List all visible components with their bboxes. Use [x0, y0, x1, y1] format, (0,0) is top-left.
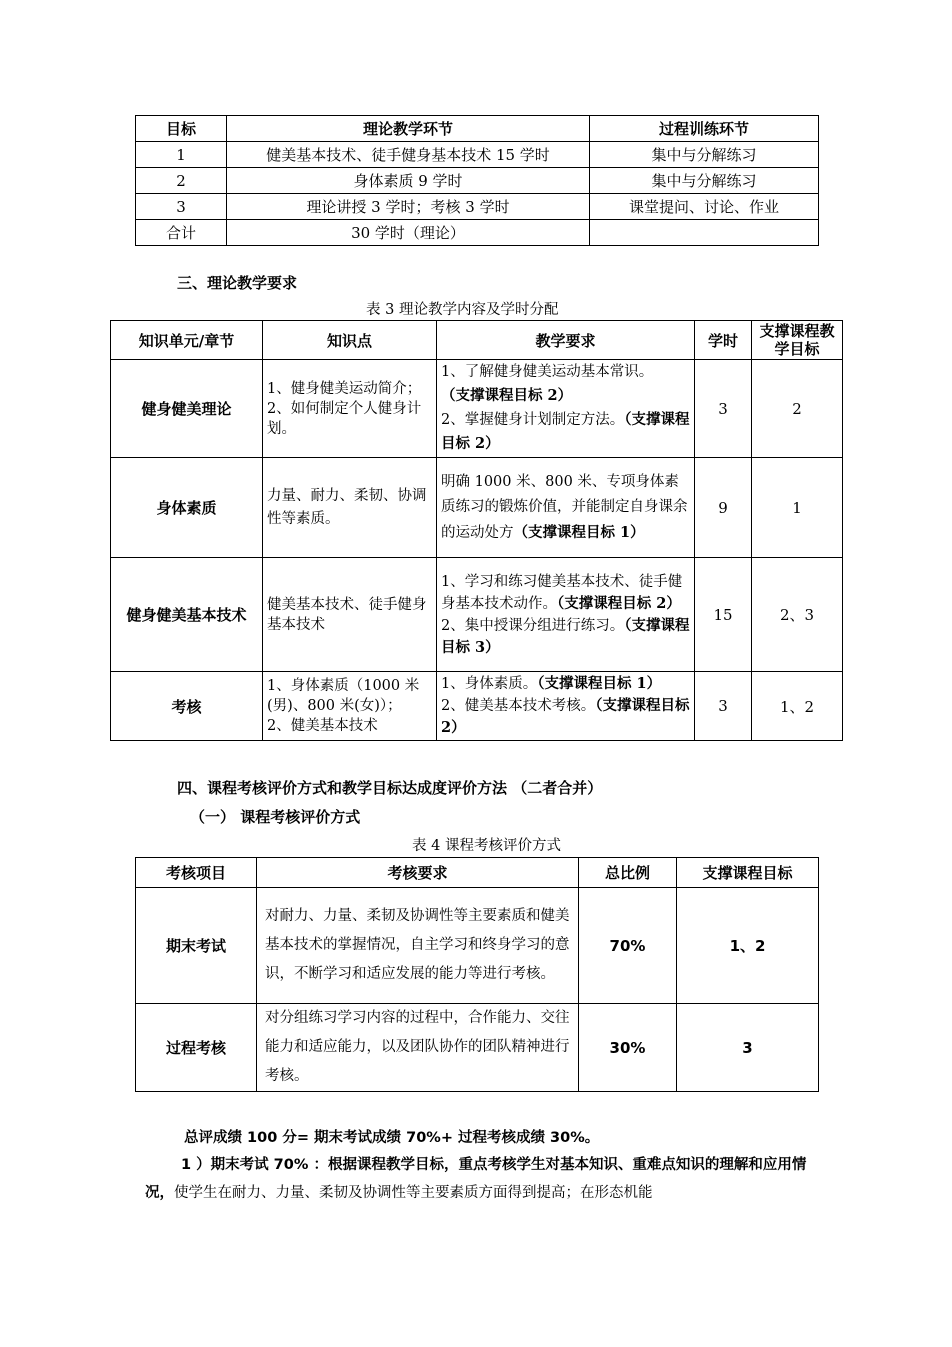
- table-header-row: [136, 116, 819, 142]
- requirement-target: （支撑课程目标 1）: [513, 523, 645, 541]
- unit-cell: 考核: [111, 672, 263, 741]
- requirement-text: 1、学习和练习健美基本技术、徒手健身基本技术动作。: [441, 573, 683, 612]
- table-caption: 表 3 理论教学内容及学时分配: [366, 302, 559, 318]
- table-row: [136, 142, 819, 168]
- table-cell: 集中与分解练习: [590, 142, 819, 168]
- table-row: [111, 558, 843, 672]
- table-cell: 对分组练习学习内容的过程中，合作能力、交往能力和适应能力，以及团队协作的团队精神进行考核。: [257, 1004, 579, 1092]
- exam-paragraph-text: 使学生在耐力、力量、柔韧及协调性等主要素质方面得到提高；在形态机能: [174, 1185, 653, 1201]
- table-cell: 理论讲授 3 学时；考核 3 学时: [227, 194, 590, 220]
- table-cell: 健美基本技术、徒手健身基本技术 15 学时: [227, 142, 590, 168]
- requirement-text: 1、了解健身健美运动基本常识。: [441, 364, 654, 380]
- requirement-target: （支撑课程目标 3）: [441, 616, 690, 656]
- target-cell: 2、3: [752, 558, 843, 672]
- requirement-cell: [437, 672, 695, 741]
- requirement-cell: [437, 458, 695, 558]
- requirement-text: 2、集中授课分组进行练习。: [441, 617, 625, 634]
- table-cell: 70%: [579, 888, 677, 1004]
- table-3: [110, 320, 843, 741]
- table-header-cell: 教学要求: [437, 321, 695, 360]
- table-header-row: [136, 858, 819, 888]
- points-cell: 健美基本技术、徒手健身基本技术: [263, 558, 437, 672]
- table-cell: 身体素质 9 学时: [227, 168, 590, 194]
- points-cell: 1、健身健美运动简介； 2、如何制定个人健身计划。: [263, 360, 437, 458]
- table-cell: 集中与分解练习: [590, 168, 819, 194]
- table-cell: 期末考试: [136, 888, 257, 1004]
- table-cell: [590, 220, 819, 246]
- requirement-target: （支撑课程目标 2）: [441, 697, 690, 736]
- table-row: [111, 360, 843, 458]
- table-header-cell: 理论教学环节: [227, 116, 590, 142]
- table-4: [135, 857, 819, 1092]
- requirement-text: 2、健美基本技术考核。: [441, 698, 596, 714]
- target-cell: 2: [752, 360, 843, 458]
- table-cell: 1: [136, 142, 227, 168]
- table-1: [135, 115, 819, 246]
- table-header-cell: 目标: [136, 116, 227, 142]
- table-row: [136, 220, 819, 246]
- table-row: [111, 672, 843, 741]
- table-cell: 合计: [136, 220, 227, 246]
- requirement-target: （支撑课程目标 1）: [537, 675, 662, 692]
- total-score-line: 总评成绩 100 分= 期末考试成绩 70%+ 过程考核成绩 30%。: [184, 1130, 600, 1146]
- section-heading: 四、课程考核评价方式和教学目标达成度评价方法 （二者合并）: [177, 779, 603, 797]
- unit-cell: 健身健美基本技术: [111, 558, 263, 672]
- target-cell: 1: [752, 458, 843, 558]
- requirement-text: 1、身体素质。: [441, 676, 538, 692]
- hours-cell: 9: [695, 458, 752, 558]
- table-header-cell: 过程训练环节: [590, 116, 819, 142]
- table-header-cell: 学时: [695, 321, 752, 360]
- table-cell: 3: [136, 194, 227, 220]
- table-cell: 30 学时（理论）: [227, 220, 590, 246]
- points-cell: 力量、耐力、柔韧、协调性等素质。: [263, 458, 437, 558]
- table-header-cell: 总比例: [579, 858, 677, 888]
- unit-cell: 健身健美理论: [111, 360, 263, 458]
- hours-cell: 3: [695, 672, 752, 741]
- requirement-cell: [437, 558, 695, 672]
- table-row: [111, 458, 843, 558]
- table-cell: 2: [136, 168, 227, 194]
- target-cell: 1、2: [752, 672, 843, 741]
- table-header-cell: 考核要求: [257, 858, 579, 888]
- table-header-row: [111, 321, 843, 360]
- table-cell: 对耐力、力量、柔韧及协调性等主要素质和健美基本技术的掌握情况，自主学习和终身学习的意识，不断学习和适应发展的能力等进行考核。: [257, 888, 579, 1004]
- table-cell: 过程考核: [136, 1004, 257, 1092]
- table-header-cell: 知识单元/章节: [111, 321, 263, 360]
- table-cell: 30%: [579, 1004, 677, 1092]
- table-row: [136, 888, 819, 1004]
- requirement-target: （支撑课程目标 2）: [441, 411, 690, 452]
- section-heading: 三、理论教学要求: [177, 274, 298, 292]
- table-cell: 课堂提问、讨论、作业: [590, 194, 819, 220]
- table-header-cell: 支撑课程目标: [677, 858, 819, 888]
- exam-paragraph-bold: 1 ）期末考试 70% ：根据课程教学目标，重点考核学生对基本知识、重难点知识的理解和应用情况，: [145, 1157, 807, 1201]
- table-header-cell: 支撑课程教学目标: [752, 321, 843, 360]
- requirement-cell: [437, 360, 695, 458]
- table-header-cell: 考核项目: [136, 858, 257, 888]
- table-row: [136, 1004, 819, 1092]
- table-cell: 1、2: [677, 888, 819, 1004]
- table-row: [136, 168, 819, 194]
- points-cell: 1、身体素质（1000 米(男)、800 米(女)）； 2、健美基本技术: [263, 672, 437, 741]
- table-caption: 表 4 课程考核评价方式: [412, 838, 561, 854]
- requirement-target: （支撑课程目标 2）: [557, 594, 681, 612]
- table-row: [136, 194, 819, 220]
- exam-paragraph: [145, 1151, 825, 1207]
- unit-cell: 身体素质: [111, 458, 263, 558]
- requirement-target: （支撑课程目标 2）: [441, 387, 573, 404]
- table-header-cell: 知识点: [263, 321, 437, 360]
- hours-cell: 15: [695, 558, 752, 672]
- subsection-heading: （一） 课程考核评价方式: [190, 808, 361, 826]
- hours-cell: 3: [695, 360, 752, 458]
- table-cell: 3: [677, 1004, 819, 1092]
- requirement-text: 明确 1000 米、800 米、专项身体素质练习的锻炼价值，并能制定自身课余的运动处方: [441, 473, 688, 541]
- requirement-text: 2、掌握健身计划制定方法。: [441, 412, 625, 428]
